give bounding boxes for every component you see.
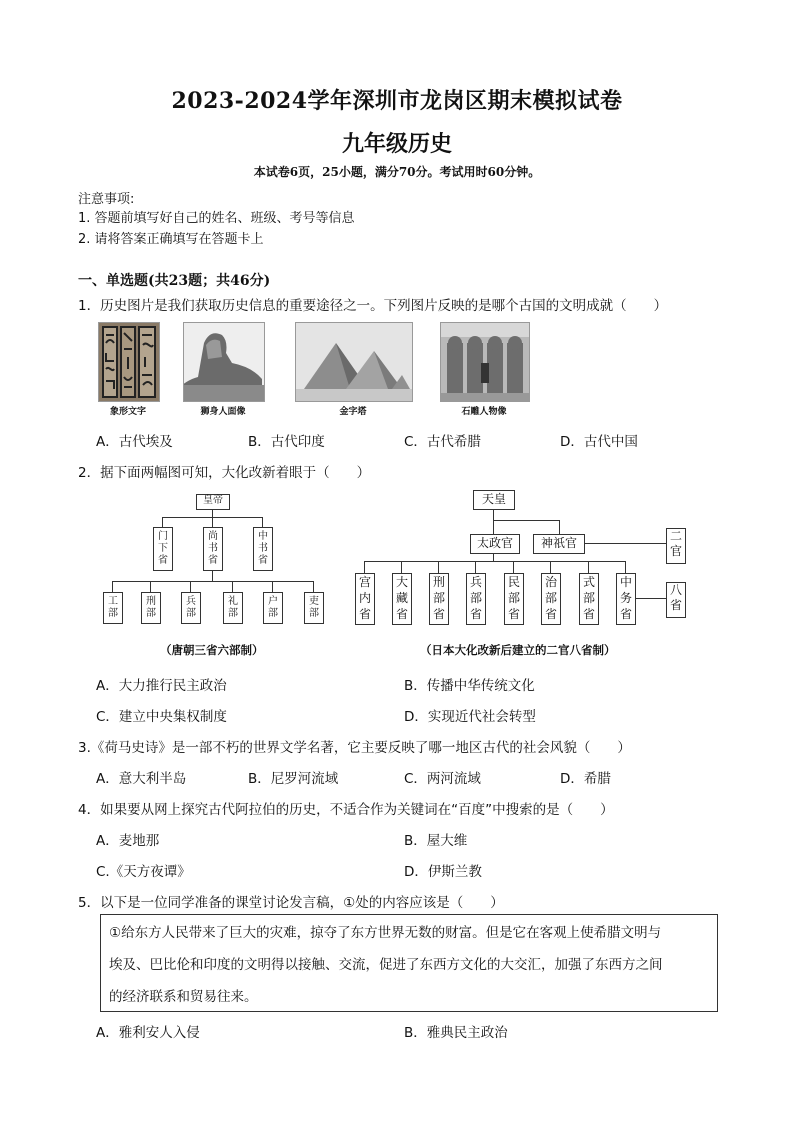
tang-emperor: 皇帝 — [196, 494, 230, 510]
japan-emperor: 天皇 — [473, 490, 515, 510]
pyramid-image — [295, 322, 413, 402]
q5-box-line-1: ①给东方人民带来了巨大的灾难，掠夺了东方世界无数的财富。但是它在客观上使希腊文明与 — [109, 925, 662, 941]
caption-hieroglyph: 象形文字 — [109, 407, 146, 417]
exam-info: 本试卷6页，25小题，满分70分。考试用时60分钟。 — [253, 165, 541, 179]
connector — [313, 581, 314, 592]
q5-stem: 5．以下是一位同学准备的课堂讨论发言稿，①处的内容应该是（ ） — [78, 895, 504, 911]
q1-option-a[interactable]: A．古代埃及 — [96, 434, 173, 450]
tang-bu-xing: 刑部 — [141, 592, 161, 624]
connector — [212, 517, 213, 527]
connector — [212, 570, 213, 581]
q3-option-a[interactable]: A．意大利半岛 — [96, 771, 187, 787]
connector — [438, 561, 439, 573]
tang-bu-hu: 户部 — [263, 592, 283, 624]
q2-option-d[interactable]: D．实现近代社会转型 — [404, 709, 536, 725]
q2-option-a[interactable]: A．大力推行民主政治 — [96, 678, 227, 694]
connector — [635, 598, 666, 599]
connector — [401, 561, 402, 573]
connector — [513, 561, 514, 573]
section-title: 一、单选题(共23题；共46分) — [78, 273, 271, 289]
tang-bu-gong: 工部 — [103, 592, 123, 624]
japan-sheng-okura: 大藏省 — [392, 573, 412, 625]
tang-bu-li2: 吏部 — [304, 592, 324, 624]
hieroglyph-image — [98, 322, 160, 402]
q4-option-d[interactable]: D．伊斯兰教 — [404, 864, 482, 880]
tang-caption: （唐朝三省六部制） — [160, 643, 264, 657]
q5-quote-box — [100, 914, 718, 1012]
q3-option-c[interactable]: C．两河流域 — [404, 771, 481, 787]
connector — [364, 561, 626, 562]
exam-title: 2023-2024学年深圳市龙岗区期末模拟试卷 — [171, 88, 623, 114]
q2-option-c[interactable]: C．建立中央集权制度 — [96, 709, 227, 725]
connector — [364, 561, 365, 573]
statues-image — [440, 322, 530, 402]
japan-sheng-gyobu: 刑部省 — [429, 573, 449, 625]
notes-item-2: 2. 请将答案正确填写在答题卡上 — [78, 232, 264, 247]
connector — [550, 561, 551, 573]
connector — [212, 509, 213, 517]
connector — [262, 517, 263, 527]
q3-stem: 3.《荷马史诗》是一部不朽的世界文学名著，它主要反映了哪一地区古代的社会风貌（ ） — [78, 740, 631, 756]
q1-option-b[interactable]: B．古代印度 — [248, 434, 325, 450]
connector — [190, 581, 191, 592]
q1-option-c[interactable]: C．古代希腊 — [404, 434, 481, 450]
japan-sheng-minbu: 民部省 — [504, 573, 524, 625]
tang-sheng-zhongshu: 中书省 — [253, 527, 273, 571]
japan-sheng-hyobu: 兵部省 — [466, 573, 486, 625]
connector — [584, 543, 666, 544]
q3-option-b[interactable]: B．尼罗河流域 — [248, 771, 339, 787]
exam-subtitle: 九年级历史 — [341, 131, 452, 157]
japan-sheng-shikibu: 式部省 — [579, 573, 599, 625]
sphinx-image — [183, 322, 265, 402]
connector — [162, 517, 163, 527]
notes-item-1: 1. 答题前填写好自己的姓名、班级、考号等信息 — [78, 211, 355, 226]
connector — [559, 520, 560, 534]
connector — [272, 581, 273, 592]
japan-sheng-nakatsukasa: 中务省 — [616, 573, 636, 625]
q4-option-b[interactable]: B．屋大维 — [404, 833, 468, 849]
connector — [112, 581, 314, 582]
connector — [493, 520, 560, 521]
caption-statues: 石雕人物像 — [461, 407, 507, 417]
q5-option-a[interactable]: A．雅利安人入侵 — [96, 1025, 200, 1041]
connector — [588, 561, 589, 573]
connector — [493, 553, 494, 561]
connector — [493, 520, 494, 534]
q1-stem: 1．历史图片是我们获取历史信息的重要途径之一。下列图片反映的是哪个古国的文明成就（ ） — [78, 298, 668, 314]
japan-sheng-jibu: 治部省 — [541, 573, 561, 625]
tang-sheng-shangshu: 尚书省 — [203, 527, 223, 571]
tang-bu-bing: 兵部 — [181, 592, 201, 624]
connector — [150, 581, 151, 592]
connector — [625, 561, 626, 573]
q4-stem: 4．如果要从网上探究古代阿拉伯的历史，不适合作为关键词在“百度”中搜索的是（ ） — [78, 802, 614, 818]
connector — [493, 509, 494, 520]
japan-daijokan: 太政官 — [470, 534, 520, 554]
q5-box-line-3: 的经济联系和贸易往来。 — [109, 989, 258, 1005]
connector — [232, 581, 233, 592]
q5-option-b[interactable]: B．雅典民主政治 — [404, 1025, 508, 1041]
japan-ergan-label: 二官 — [666, 528, 686, 564]
q1-option-d[interactable]: D．古代中国 — [560, 434, 638, 450]
japan-caption: （日本大化改新后建立的二官八省制） — [420, 643, 616, 657]
caption-sphinx: 狮身人面像 — [200, 407, 246, 417]
japan-bansheng-label: 八省 — [666, 582, 686, 618]
q2-option-b[interactable]: B．传播中华传统文化 — [404, 678, 535, 694]
japan-sheng-kunai: 宫内省 — [355, 573, 375, 625]
caption-pyramid: 金字塔 — [339, 407, 367, 417]
q2-stem: 2．据下面两幅图可知，大化改新着眼于（ ） — [78, 465, 371, 481]
q4-option-a[interactable]: A．麦地那 — [96, 833, 160, 849]
tang-sheng-menxia: 门下省 — [153, 527, 173, 571]
q5-box-line-2: 埃及、巴比伦和印度的文明得以接触、交流，促进了东西方文化的大交汇，加强了东西方之间 — [109, 957, 663, 973]
connector — [112, 581, 113, 592]
connector — [475, 561, 476, 573]
notes-heading: 注意事项: — [78, 192, 135, 207]
japan-jingikan: 神祇官 — [533, 534, 585, 554]
q3-option-d[interactable]: D．希腊 — [560, 771, 611, 787]
q4-option-c[interactable]: C.《天方夜谭》 — [96, 864, 191, 880]
tang-bu-li: 礼部 — [223, 592, 243, 624]
